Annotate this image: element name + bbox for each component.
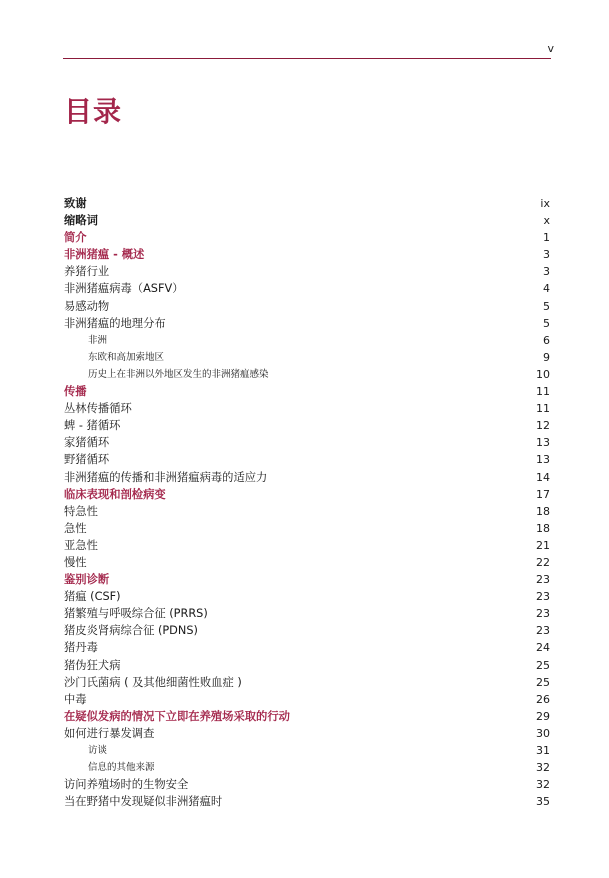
toc-entry[interactable]	[64, 520, 550, 537]
toc-entry-title: 在疑似发病的情况下立即在养殖场采取的行动	[64, 709, 290, 723]
toc-entry-title: 历史上在非洲以外地区发生的非洲猪瘟感染	[88, 368, 269, 380]
toc-entry[interactable]	[64, 246, 550, 263]
toc-entry-title: 访谈	[88, 745, 108, 756]
toc-entry-page: 21	[536, 538, 550, 552]
toc-entry-title: 如何进行暴发调查	[64, 726, 155, 740]
toc-entry-title: 蜱 - 猪循环	[64, 419, 121, 433]
toc-entry-page: 6	[543, 333, 550, 347]
toc-entry[interactable]	[64, 212, 550, 229]
toc-entry-page: 9	[543, 350, 550, 364]
toc-entry-page: 5	[543, 316, 550, 330]
toc-entry[interactable]	[64, 742, 550, 759]
toc-entry-page: 22	[536, 555, 550, 569]
toc-entry[interactable]	[64, 571, 550, 588]
toc-entry-title: 急性	[64, 521, 87, 535]
toc-entry[interactable]	[64, 383, 550, 400]
toc-entry[interactable]	[64, 451, 550, 468]
toc-entry-page: 29	[536, 709, 550, 723]
toc-entry-page: 26	[536, 692, 550, 706]
toc-entry[interactable]	[64, 537, 550, 554]
toc-entry[interactable]	[64, 622, 550, 639]
toc-entry[interactable]	[64, 366, 550, 383]
toc-entry-page: 23	[536, 590, 550, 604]
toc-entry-title: 易感动物	[64, 299, 110, 313]
toc-entry[interactable]	[64, 554, 550, 571]
toc-entry[interactable]	[64, 793, 550, 810]
toc-entry[interactable]	[64, 708, 550, 725]
toc-entry-page: 24	[536, 641, 550, 655]
toc-entry-title: 猪伪狂犬病	[64, 658, 121, 672]
toc-entry-page: 14	[536, 470, 550, 484]
toc-entry[interactable]	[64, 280, 550, 297]
toc-entry[interactable]	[64, 486, 550, 503]
toc-entry-title: 非洲猪瘟的地理分布	[64, 316, 166, 330]
toc-entry-title: 慢性	[64, 555, 87, 569]
toc-entry[interactable]	[64, 657, 550, 674]
toc-entry-page: 23	[536, 624, 550, 638]
toc-entry[interactable]	[64, 434, 550, 451]
toc-entry[interactable]	[64, 332, 550, 349]
toc-entry-title: 非洲猪瘟 - 概述	[64, 248, 145, 262]
toc-entry[interactable]	[64, 503, 550, 520]
toc-entry-page: 11	[536, 402, 550, 416]
toc-entry-title: 亚急性	[64, 538, 98, 552]
toc-entry[interactable]	[64, 639, 550, 656]
toc-entry-title: 信息的其他来源	[88, 762, 155, 774]
toc-entry-page: 13	[536, 453, 550, 467]
toc-entry-page: 32	[536, 778, 550, 792]
toc-entry[interactable]	[64, 725, 550, 742]
toc-entry-page: 3	[543, 265, 550, 279]
toc-entry[interactable]	[64, 315, 550, 332]
header-rule	[63, 58, 551, 59]
toc-entry-page: 4	[543, 282, 550, 296]
toc-entry-page: 5	[543, 299, 550, 313]
toc-entry[interactable]	[64, 400, 550, 417]
toc-entry-page: 12	[536, 419, 550, 433]
toc-entry[interactable]	[64, 605, 550, 622]
toc-entry-page: 10	[536, 367, 550, 381]
toc-entry-title: 当在野猪中发现疑似非洲猪瘟时	[64, 795, 223, 809]
toc-entry-page: 11	[536, 385, 550, 399]
toc-entry[interactable]	[64, 263, 550, 280]
toc-entry-page: 3	[543, 248, 550, 262]
toc-entry-page: 18	[536, 521, 550, 535]
toc-entry-page: 30	[536, 726, 550, 740]
toc-entry-title: 猪瘟 (CSF)	[64, 590, 121, 604]
toc-entry-page: ix	[540, 197, 550, 210]
page-number: v	[547, 42, 554, 55]
toc-entry-page: 18	[536, 504, 550, 518]
toc-entry-title: 沙门氏菌病 ( 及其他细菌性败血症 )	[64, 675, 242, 689]
toc-entry[interactable]	[64, 759, 550, 776]
toc-entry-title: 传播	[64, 385, 87, 399]
toc-entry[interactable]	[64, 229, 550, 246]
toc-entry-title: 丛林传播循环	[64, 402, 132, 416]
toc-entry-title: 简介	[64, 231, 87, 245]
toc-entry-page: x	[543, 214, 550, 228]
toc-entry[interactable]	[64, 417, 550, 434]
toc-entry-page: 31	[536, 744, 550, 757]
toc-entry-title: 致谢	[64, 197, 87, 210]
toc-entry-title: 东欧和高加索地区	[88, 351, 165, 363]
toc-entry-title: 猪繁殖与呼吸综合征 (PRRS)	[64, 607, 208, 621]
toc-entry-title: 缩略词	[64, 214, 98, 228]
toc-entry[interactable]	[64, 298, 550, 315]
toc-entry-title: 猪皮炎肾病综合征 (PDNS)	[64, 624, 198, 638]
toc-entry[interactable]	[64, 588, 550, 605]
toc-entry-page: 17	[536, 487, 550, 501]
toc-entry-page: 25	[536, 658, 550, 672]
toc-entry-title: 特急性	[64, 504, 98, 518]
toc-entry-page: 23	[536, 573, 550, 587]
toc-entry-title: 非洲	[88, 334, 108, 346]
toc-entry[interactable]	[64, 349, 550, 366]
toc-entry-title: 野猪循环	[64, 453, 110, 467]
toc-entry[interactable]	[64, 691, 550, 708]
toc-entry-title: 中毒	[64, 692, 87, 706]
toc-entry-page: 35	[536, 795, 550, 809]
toc-entry-page: 32	[536, 761, 550, 775]
toc-entry-title: 非洲猪瘟病毒（ASFV）	[64, 282, 184, 296]
toc-entry-title: 家猪循环	[64, 436, 110, 450]
toc-entry-title: 访问养殖场时的生物安全	[64, 778, 189, 792]
toc-entry-page: 23	[536, 607, 550, 621]
toc-entry-page: 1	[543, 231, 550, 245]
toc-entry-title: 鉴别诊断	[64, 573, 110, 587]
toc-entry-title: 临床表现和剖检病变	[64, 487, 166, 501]
table-of-contents	[64, 195, 550, 810]
page-title: 目录	[64, 95, 123, 128]
toc-entry[interactable]	[64, 195, 550, 212]
toc-entry-page: 25	[536, 675, 550, 689]
toc-entry[interactable]	[64, 776, 550, 793]
toc-entry-title: 养猪行业	[64, 265, 110, 279]
toc-entry-title: 猪丹毒	[64, 641, 98, 655]
toc-entry-title: 非洲猪瘟的传播和非洲猪瘟病毒的适应力	[64, 470, 268, 484]
toc-entry[interactable]	[64, 674, 550, 691]
toc-entry[interactable]	[64, 469, 550, 486]
toc-entry-page: 13	[536, 436, 550, 450]
